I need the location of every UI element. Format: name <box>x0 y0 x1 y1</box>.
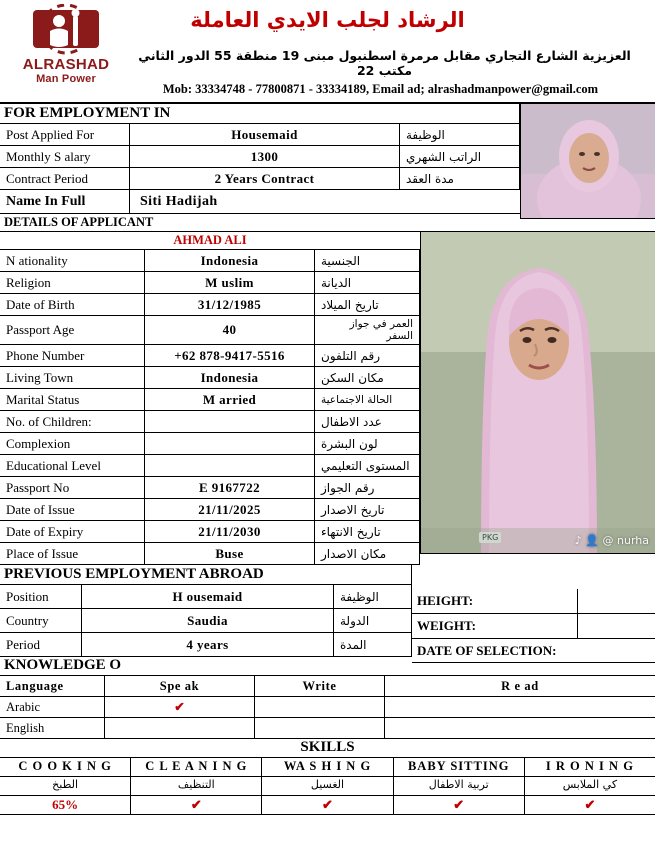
row-arabic: المستوى التعليمي <box>315 455 420 476</box>
row-arabic: الحالة الاجتماعية <box>315 389 420 410</box>
table-row <box>0 718 655 739</box>
row-arabic: تاريخ الانتهاء <box>315 521 420 542</box>
skill-ironing-label: I R O N I N G <box>545 759 634 773</box>
row-value: E 9167722 <box>145 477 315 498</box>
row-value: 40 <box>145 316 315 344</box>
row-arabic: الراتب الشهري <box>400 146 520 167</box>
row-arabic: تاريخ الميلاد <box>315 294 420 315</box>
employment-table <box>0 124 520 214</box>
employment-section-title: FOR EMPLOYMENT IN <box>0 104 520 124</box>
table-row <box>0 389 420 411</box>
employment-section <box>0 104 655 214</box>
write-mark <box>255 697 385 717</box>
skill-babysitting-value: ✔ <box>394 796 525 814</box>
skill-cooking-arabic: الطبخ <box>0 777 131 795</box>
language-name: Arabic <box>0 697 105 717</box>
watermark-handle: @ nurha <box>602 534 649 547</box>
row-label: Post Applied For <box>0 124 130 145</box>
skill-cooking-label: C O O K I N G <box>0 758 131 776</box>
row-arabic: المدة <box>334 633 412 656</box>
tiktok-icon: ♪ <box>574 534 582 547</box>
row-value: 31/12/1985 <box>145 294 315 315</box>
skill-cleaning-value: ✔ <box>131 796 262 814</box>
skill-cleaning-arabic: التنظيف <box>131 777 262 795</box>
row-label: Date of Expiry <box>0 521 145 542</box>
row-arabic: الوظيفة <box>400 124 520 145</box>
document-header <box>0 0 655 104</box>
table-row <box>0 124 520 146</box>
row-label: Marital Status <box>0 389 145 410</box>
row-label: Position <box>0 585 82 608</box>
row-label: No. of Children: <box>0 411 145 432</box>
language-table-header <box>0 676 655 697</box>
previous-section-title: PREVIOUS EMPLOYMENT ABROAD <box>0 565 412 585</box>
skill-washing-arabic: الغسيل <box>262 777 393 795</box>
read-mark <box>385 718 655 738</box>
previous-table <box>0 585 412 657</box>
row-arabic: عدد الاطفال <box>315 411 420 432</box>
weight-value <box>577 614 655 638</box>
row-arabic: الوظيفة <box>334 585 412 608</box>
weight-label: WEIGHT: <box>417 618 476 633</box>
row-value: 21/11/2025 <box>145 499 315 520</box>
photo-watermark <box>575 534 649 547</box>
skills-section <box>0 739 655 815</box>
selection-date-row <box>412 639 655 663</box>
selection-date-label: DATE OF SELECTION: <box>417 642 557 658</box>
height-row <box>412 589 655 614</box>
photo-badge: PKG <box>479 532 501 543</box>
skill-cooking-value: 65% <box>0 796 131 814</box>
write-mark <box>255 718 385 738</box>
full-name-label: Name In Full <box>0 190 130 213</box>
speak-mark <box>105 718 255 738</box>
row-value <box>145 433 315 454</box>
row-value <box>145 455 315 476</box>
table-row <box>0 499 420 521</box>
row-label: Contract Period <box>0 168 130 189</box>
row-label: Passport Age <box>0 316 145 344</box>
table-row <box>0 697 655 718</box>
skills-header-row <box>0 758 655 777</box>
column-speak: Spe ak <box>105 676 255 696</box>
column-language: Language <box>0 676 105 696</box>
skill-ironing-value: ✔ <box>584 797 596 812</box>
row-label: Complexion <box>0 433 145 454</box>
row-arabic: رقم التلفون <box>315 345 420 366</box>
agent-name: AHMAD ALI <box>0 232 420 250</box>
row-arabic: مدة العقد <box>400 168 520 189</box>
table-row <box>0 345 420 367</box>
row-value: Saudia <box>82 609 334 632</box>
row-label: Monthly S alary <box>0 146 130 167</box>
skill-babysitting-arabic: تربية الاطفال <box>394 777 525 795</box>
full-name-value: Siti Hadijah <box>140 193 218 209</box>
skills-arabic-row <box>0 777 655 796</box>
person-icon: 👤 <box>585 534 600 547</box>
row-value: Buse <box>145 543 315 564</box>
applicant-photo-small <box>520 104 655 219</box>
logo-company-sub: Man Power <box>36 72 96 85</box>
row-value: Indonesia <box>145 250 315 271</box>
weight-row <box>412 614 655 639</box>
knowledge-section <box>0 657 655 739</box>
table-row <box>0 316 420 345</box>
table-row <box>0 250 420 272</box>
skills-section-title: SKILLS <box>0 739 655 758</box>
previous-employment-section <box>0 565 655 657</box>
skill-cleaning-label: C L E A N I N G <box>131 758 262 776</box>
row-label: Place of Issue <box>0 543 145 564</box>
row-label: Date of Birth <box>0 294 145 315</box>
row-value: 4 years <box>82 633 334 656</box>
row-value: M uslim <box>145 272 315 293</box>
row-arabic: مكان السكن <box>315 367 420 388</box>
row-value: M arried <box>145 389 315 410</box>
full-name-row <box>0 190 520 214</box>
table-row <box>0 433 420 455</box>
table-row <box>0 411 420 433</box>
row-value: 1300 <box>130 146 400 167</box>
row-label: Phone Number <box>0 345 145 366</box>
skill-washing-label: WA S H I N G <box>262 758 393 776</box>
column-write: Write <box>255 676 385 696</box>
skill-ironing-arabic: كي الملابس <box>562 778 618 791</box>
row-value: Housemaid <box>130 124 400 145</box>
row-value <box>145 411 315 432</box>
applicant-photo-main <box>420 232 655 554</box>
table-row <box>0 609 412 633</box>
arabic-address: العزيزية الشارع التجاري مقابل مرمرة اسطنبول مبنى 19 منطقة 55 الدور الثاني مكتب 22 <box>138 48 631 78</box>
row-label: N ationality <box>0 250 145 271</box>
height-value <box>577 589 655 613</box>
row-label: Educational Level <box>0 455 145 476</box>
logo-company-name: ALRASHAD <box>22 56 110 73</box>
skill-babysitting-label: BABY SITTING <box>394 758 525 776</box>
row-arabic: رقم الجواز <box>315 477 420 498</box>
row-label: Date of Issue <box>0 499 145 520</box>
row-value: 2 Years Contract <box>130 168 400 189</box>
knowledge-section-title: KNOWLEDGE O <box>0 657 655 676</box>
table-row <box>0 367 420 389</box>
table-row <box>0 272 420 294</box>
row-label: Passport No <box>0 477 145 498</box>
table-row <box>0 521 420 543</box>
speak-mark: ✔ <box>105 697 255 717</box>
details-table <box>0 232 420 565</box>
measurements-panel <box>412 565 655 657</box>
row-label: Religion <box>0 272 145 293</box>
table-row <box>0 455 420 477</box>
table-row <box>0 477 420 499</box>
arabic-company-title: الرشاد لجلب الايدي العاملة <box>190 8 465 32</box>
column-read: R e ad <box>501 678 539 693</box>
language-name: English <box>0 718 105 738</box>
row-arabic: تاريخ الاصدار <box>315 499 420 520</box>
row-label: Country <box>0 609 82 632</box>
row-value: Indonesia <box>145 367 315 388</box>
row-value: +62 878-9417-5516 <box>145 345 315 366</box>
height-label: HEIGHT: <box>417 593 474 608</box>
row-arabic: العمر في جواز السفر <box>315 316 420 344</box>
table-row <box>0 294 420 316</box>
skill-washing-value: ✔ <box>262 796 393 814</box>
details-section-title: DETAILS OF APPLICANT <box>0 214 655 232</box>
row-arabic: الجنسية <box>315 250 420 271</box>
row-arabic: لون البشرة <box>315 433 420 454</box>
row-arabic: مكان الاصدار <box>315 543 420 564</box>
row-value: 21/11/2030 <box>145 521 315 542</box>
row-arabic: الديانة <box>315 272 420 293</box>
details-section <box>0 214 655 565</box>
row-arabic: الدولة <box>334 609 412 632</box>
table-row <box>0 543 420 565</box>
row-label: Period <box>0 633 82 656</box>
table-row <box>0 168 520 190</box>
table-row <box>0 633 412 657</box>
contact-line: Mob: 33334748 - 77800871 - 33334189, Email ad; alrashadmanpower@gmail.com <box>162 82 599 96</box>
table-row <box>0 585 412 609</box>
row-label: Living Town <box>0 367 145 388</box>
row-value: H ousemaid <box>82 585 334 608</box>
read-mark <box>385 697 655 717</box>
skills-values-row <box>0 796 655 815</box>
table-row <box>0 146 520 168</box>
